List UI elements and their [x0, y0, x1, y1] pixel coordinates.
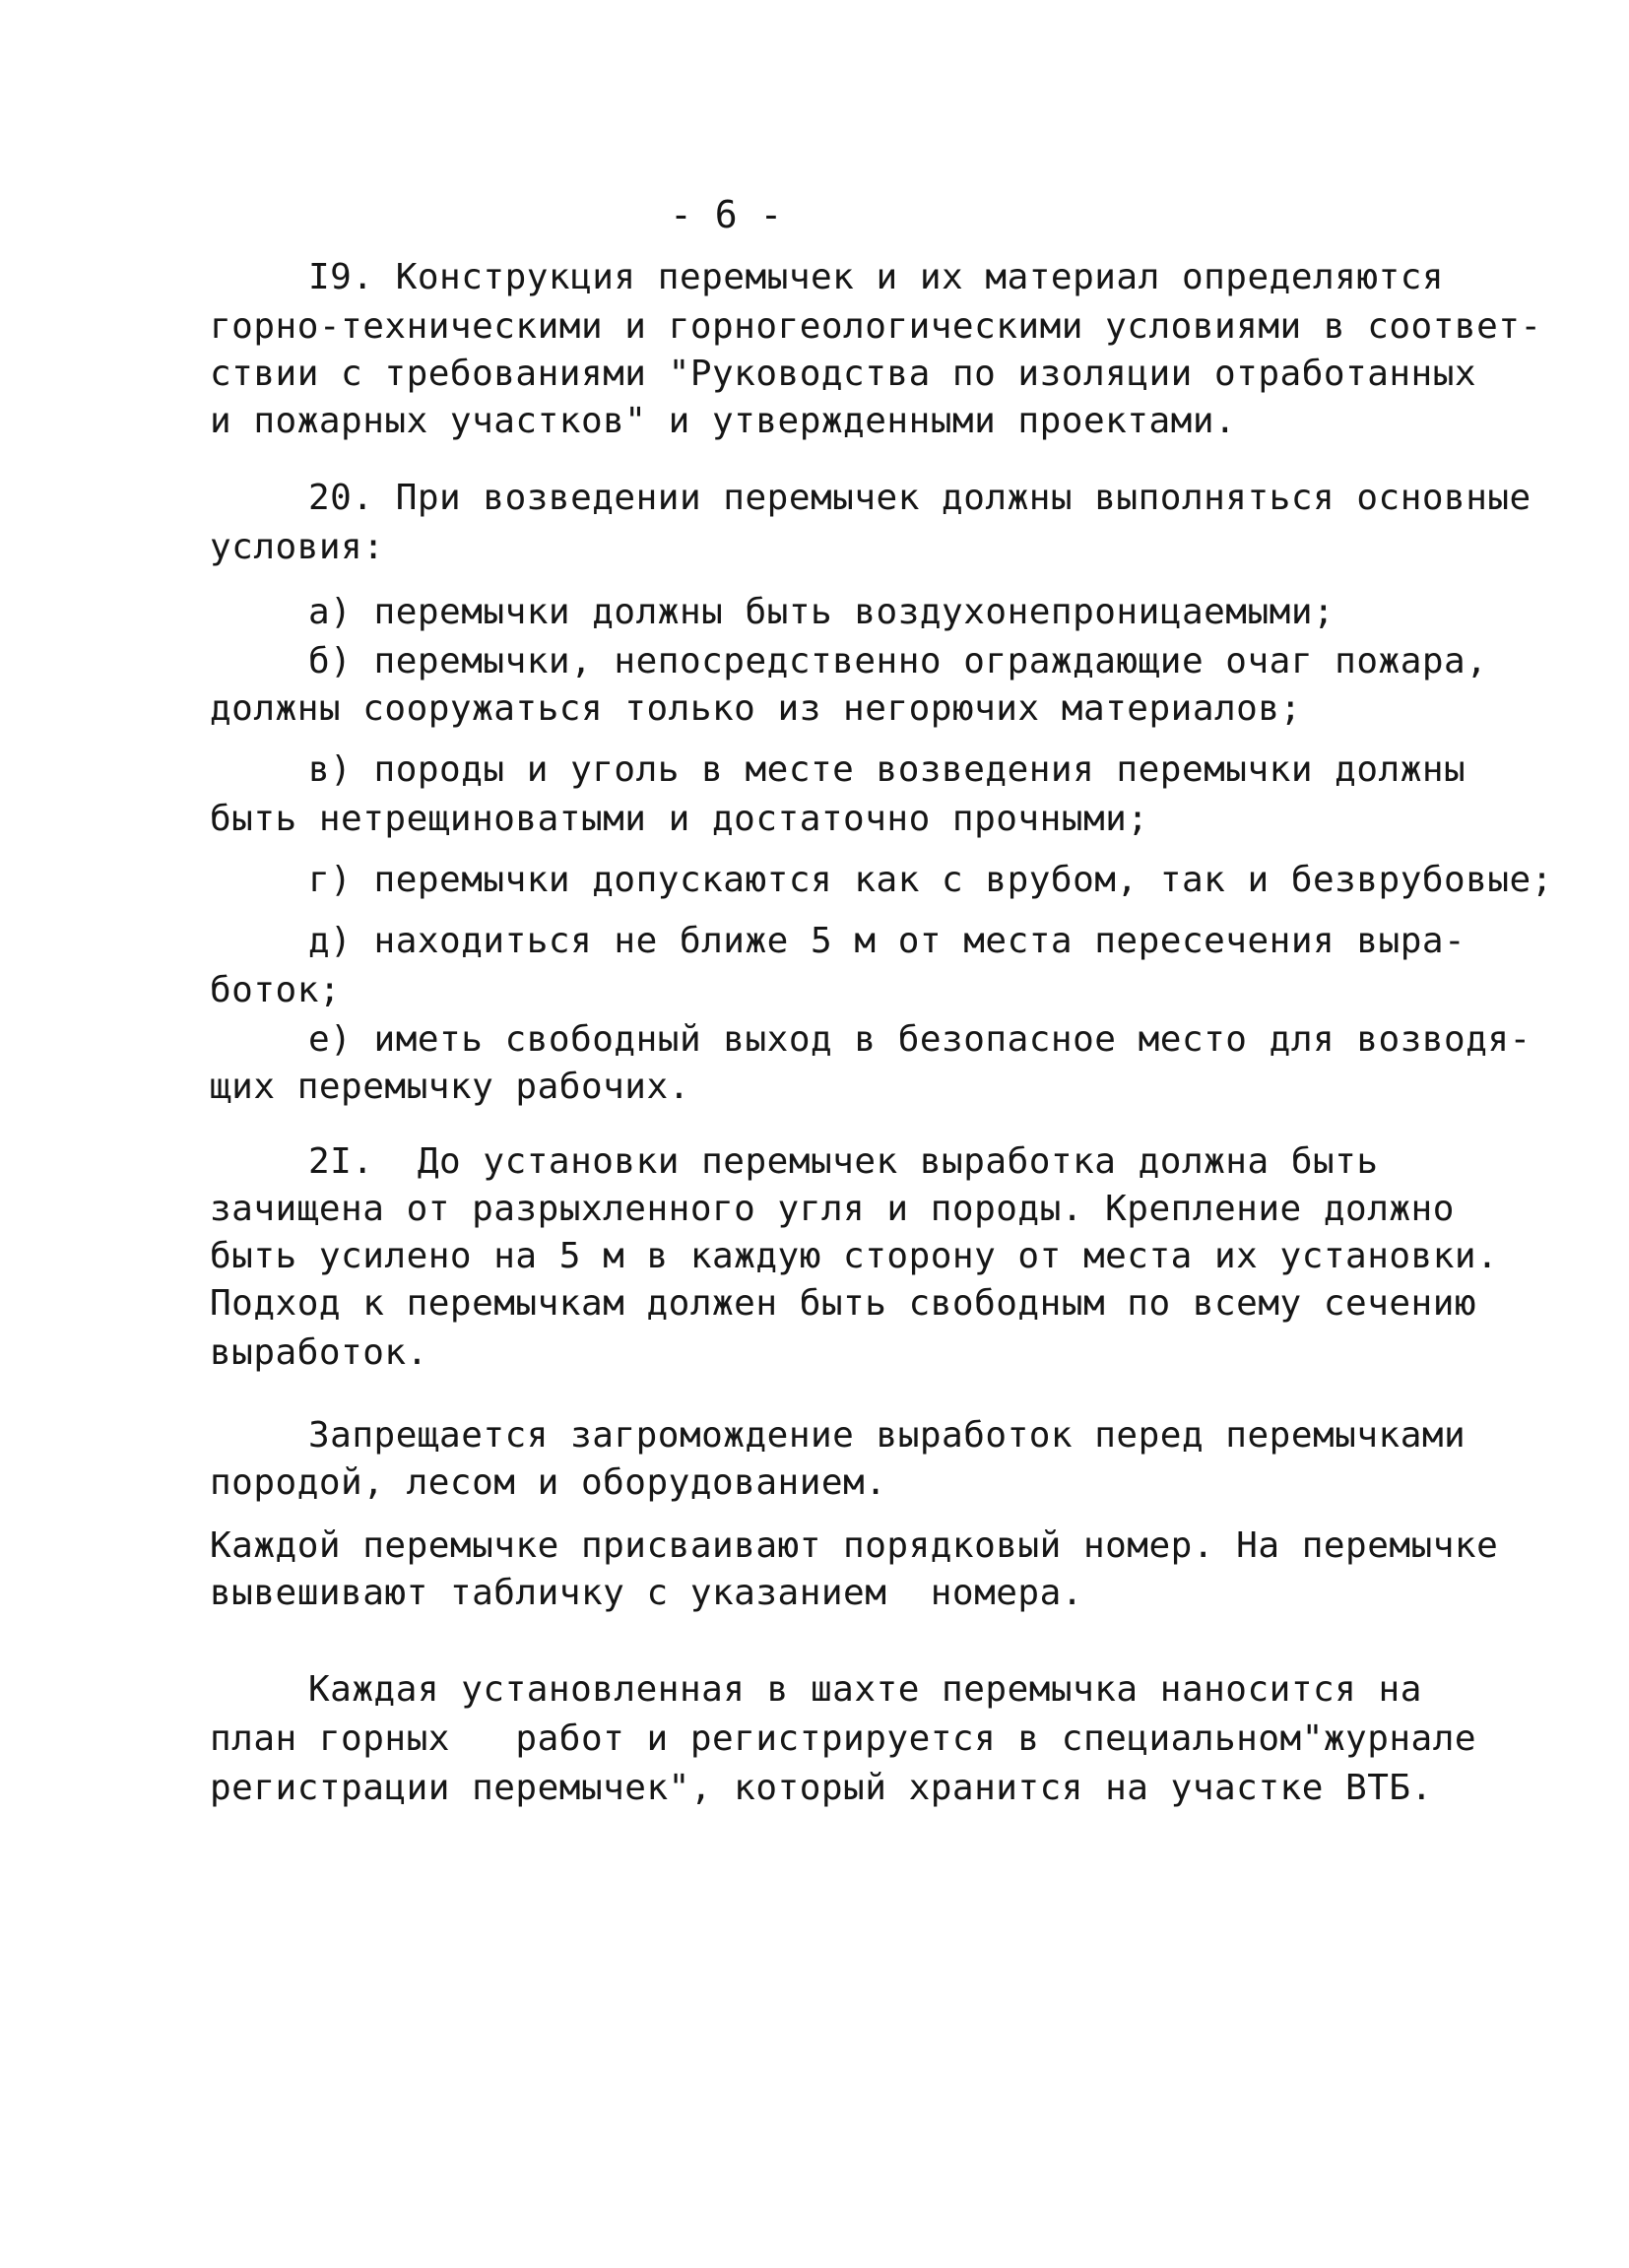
p20-item-b-line-1: б) перемычки, непосредственно ограждающие очаг пожара,: [308, 641, 1488, 681]
p21-line-3: быть усилено на 5 м в каждую сторону от места их установки.: [210, 1236, 1499, 1276]
p20-line-2: условия:: [210, 527, 385, 567]
p20-item-d-line-1: д) находиться не ближе 5 м от места пересечения выра-: [308, 921, 1466, 961]
ban-line-2: породой, лесом и оборудованием.: [210, 1462, 887, 1503]
p20-item-a: а) перемычки должны быть воздухонепроницаемыми;: [308, 592, 1336, 632]
p20-item-v-line-2: быть нетрещиноватыми и достаточно прочными;: [210, 799, 1149, 839]
p20-item-e-line-1: е) иметь свободный выход в безопасное место для возводя-: [308, 1019, 1531, 1060]
numbering-line-1: Каждой перемычке присваивают порядковый номер. На перемычке: [210, 1525, 1499, 1566]
numbering-line-2: вывешивают табличку с указанием номера.: [210, 1573, 1083, 1613]
p20-item-d-line-2: боток;: [210, 970, 342, 1010]
registration-line-3: регистрации перемычек", который хранится на участке ВТБ.: [210, 1768, 1433, 1808]
p19-line-1: I9. Конструкция перемычек и их материал определяются: [308, 257, 1445, 297]
page-number: - 6 -: [670, 193, 783, 236]
ban-line-1: Запрещается загромождение выработок перед перемычками: [308, 1415, 1466, 1456]
p20-item-e-line-2: щих перемычку рабочих.: [210, 1067, 690, 1107]
p21-line-1: 2I. До установки перемычек выработка должна быть: [308, 1141, 1379, 1182]
p21-line-4: Подход к перемычкам должен быть свободным по всему сечению: [210, 1283, 1477, 1324]
p21-line-2: зачищена от разрыхленного угля и породы. Крепление должно: [210, 1189, 1455, 1229]
p20-item-b-line-2: должны сооружаться только из негорючих материалов;: [210, 688, 1302, 729]
p20-item-g: г) перемычки допускаются как с врубом, так и безврубовые;: [308, 860, 1553, 900]
p20-line-1: 20. При возведении перемычек должны выполняться основные: [308, 478, 1531, 518]
p21-line-5: выработок.: [210, 1332, 428, 1373]
p19-line-4: и пожарных участков" и утвержденными проектами.: [210, 401, 1237, 441]
p19-line-2: горно-техническими и горногеологическими условиями в соответ-: [210, 306, 1542, 347]
p20-item-v-line-1: в) породы и уголь в месте возведения перемычки должны: [308, 749, 1466, 790]
p19-line-3: ствии с требованиями "Руководства по изоляции отработанных: [210, 354, 1477, 394]
registration-line-1: Каждая установленная в шахте перемычка наносится на: [308, 1669, 1422, 1710]
registration-line-2: план горных работ и регистрируется в специальном"журнале: [210, 1718, 1477, 1759]
